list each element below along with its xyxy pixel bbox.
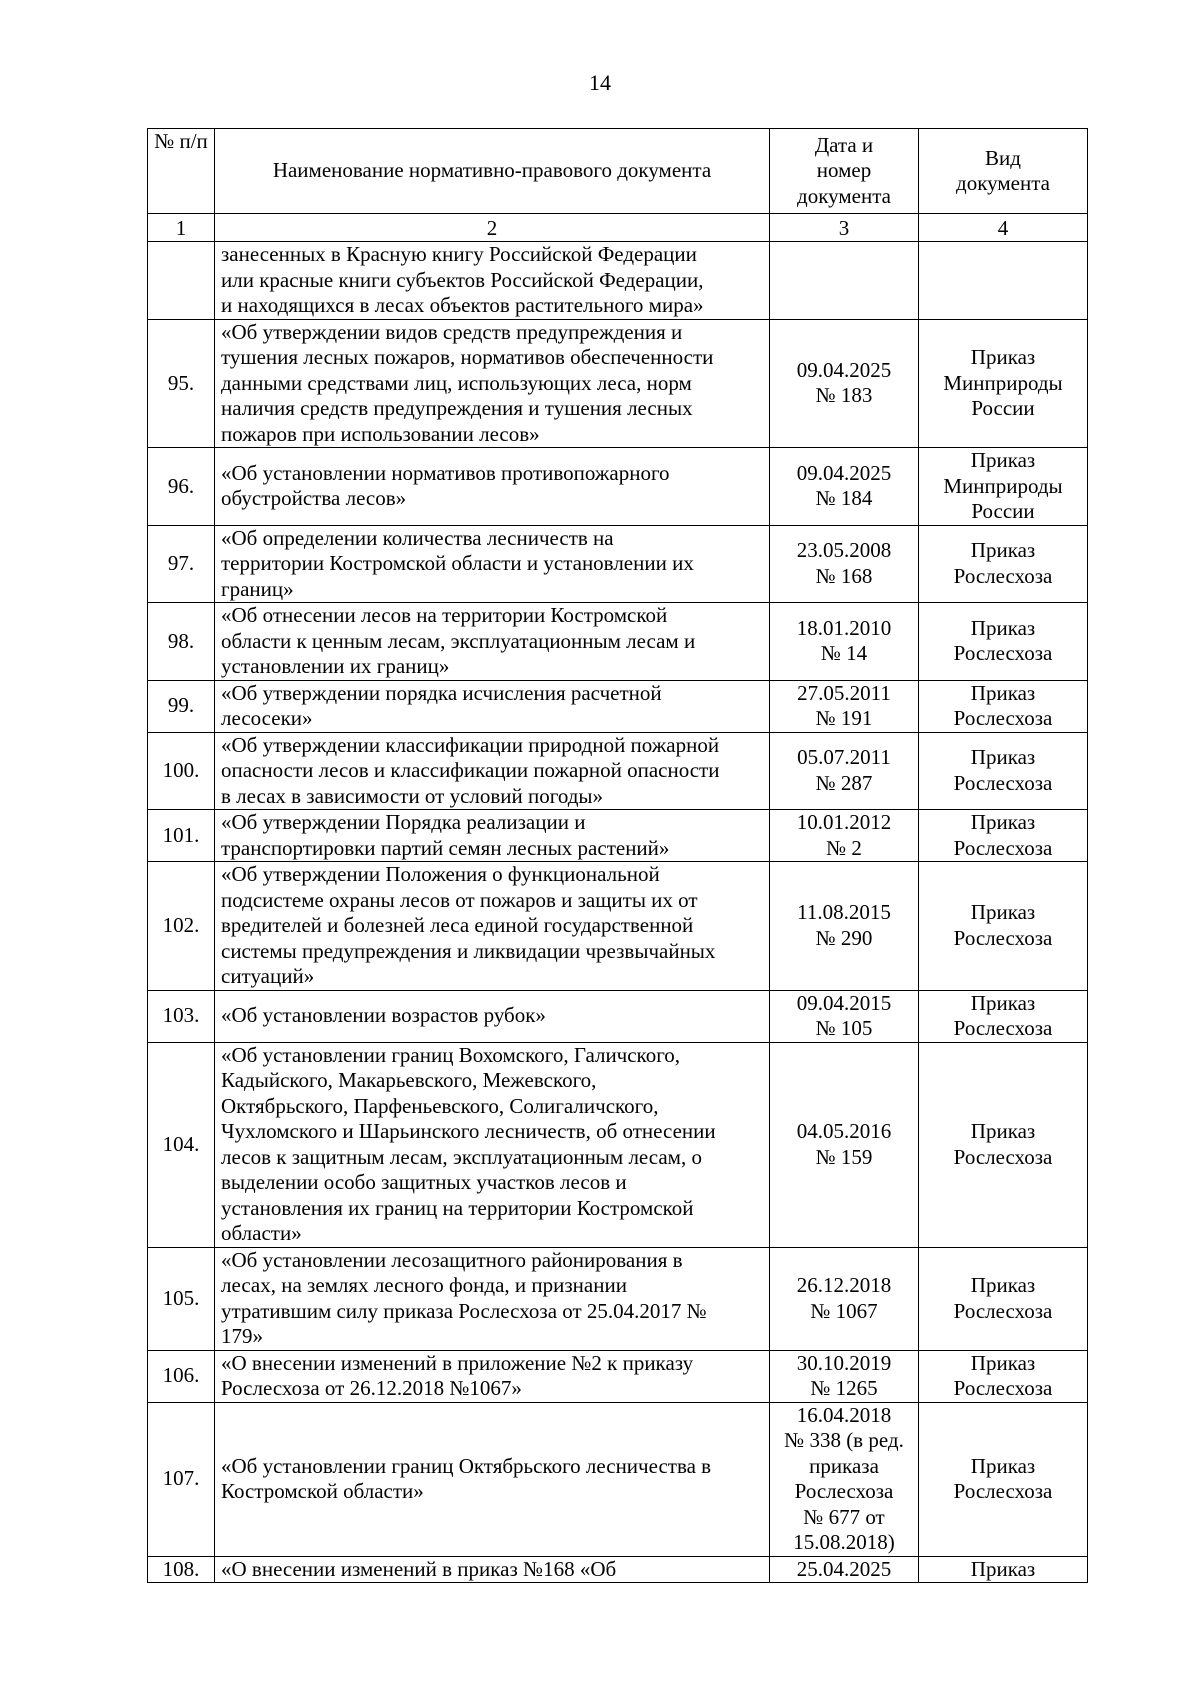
document-date-cell: 09.04.2025 № 184 xyxy=(770,448,919,526)
document-name-cell: «Об определении количества лесничеств на территории Костромской области и установлении их границ» xyxy=(215,525,770,603)
document-type-cell: Приказ Рослесхоза xyxy=(919,732,1088,810)
document-type-cell: Приказ Рослесхоза xyxy=(919,990,1088,1042)
document-type-cell: Приказ Рослесхоза xyxy=(919,603,1088,681)
row-number-cell xyxy=(148,242,215,320)
row-number-cell: 100. xyxy=(148,732,215,810)
document-name-cell: «Об утверждении Порядка реализации и транспортировки партий семян лесных растений» xyxy=(215,810,770,862)
document-type-cell: Приказ Рослесхоза xyxy=(919,1350,1088,1402)
document-date-cell: 16.04.2018 № 338 (в ред. приказа Рослесхоза № 677 от 15.08.2018) xyxy=(770,1402,919,1556)
document-date-cell: 04.05.2016 № 159 xyxy=(770,1042,919,1247)
document-date-cell: 10.01.2012 № 2 xyxy=(770,810,919,862)
normative-documents-table xyxy=(147,128,1088,1583)
document-type-cell: Приказ Рослесхоза xyxy=(919,525,1088,603)
table-row xyxy=(148,448,1088,526)
document-name-cell: «Об установлении лесозащитного районирования в лесах, на землях лесного фонда, и признании утратившим силу приказа Рослесхоза от 25.04.2017 № 179» xyxy=(215,1247,770,1350)
document-name-cell: «Об отнесении лесов на территории Костромской области к ценным лесам, эксплуатационным лесам и установлении их границ» xyxy=(215,603,770,681)
document-date-cell: 25.04.2025 xyxy=(770,1556,919,1583)
document-date-cell: 26.12.2018 № 1067 xyxy=(770,1247,919,1350)
document-name-cell: «Об утверждении Положения о функциональной подсистеме охраны лесов от пожаров и защиты их от вредителей и болезней леса единой государственной системы предупреждения и ликвидации чрезвычайных ситуаций» xyxy=(215,862,770,991)
header-cell-date: Дата и номер документа xyxy=(770,129,919,214)
table-row xyxy=(148,242,1088,320)
document-type-cell: Приказ Рослесхоза xyxy=(919,1402,1088,1556)
document-type-cell: Приказ Рослесхоза xyxy=(919,862,1088,991)
document-name-cell: «Об установлении возрастов рубок» xyxy=(215,990,770,1042)
document-type-cell: Приказ Рослесхоза xyxy=(919,810,1088,862)
row-number-cell: 106. xyxy=(148,1350,215,1402)
table-row xyxy=(148,732,1088,810)
row-number-cell: 95. xyxy=(148,319,215,448)
document-date-cell: 27.05.2011 № 191 xyxy=(770,680,919,732)
row-number-cell: 108. xyxy=(148,1556,215,1583)
document-name-cell: занесенных в Красную книгу Российской Федерации или красные книги субъектов Российской Федерации, и находящихся в лесах объектов растительного мира» xyxy=(215,242,770,320)
row-number-cell: 103. xyxy=(148,990,215,1042)
document-date-cell: 18.01.2010 № 14 xyxy=(770,603,919,681)
row-number-cell: 97. xyxy=(148,525,215,603)
document-name-cell: «Об установлении границ Октябрьского лесничества в Костромской области» xyxy=(215,1402,770,1556)
table-row xyxy=(148,1350,1088,1402)
table-row xyxy=(148,810,1088,862)
table-row xyxy=(148,990,1088,1042)
row-number-cell: 99. xyxy=(148,680,215,732)
document-date-cell: 11.08.2015 № 290 xyxy=(770,862,919,991)
document-name-cell: «Об утверждении порядка исчисления расчетной лесосеки» xyxy=(215,680,770,732)
document-date-cell: 05.07.2011 № 287 xyxy=(770,732,919,810)
document-date-cell: 30.10.2019 № 1265 xyxy=(770,1350,919,1402)
document-type-cell: Приказ Минприроды России xyxy=(919,319,1088,448)
table-row xyxy=(148,603,1088,681)
document-date-cell: 09.04.2025 № 183 xyxy=(770,319,919,448)
table-row xyxy=(148,862,1088,991)
column-index-row xyxy=(148,214,1088,242)
document-type-cell: Приказ Рослесхоза xyxy=(919,1247,1088,1350)
column-index-cell: 1 xyxy=(148,214,215,242)
column-index-cell: 3 xyxy=(770,214,919,242)
header-cell-number: № п/п xyxy=(148,129,215,214)
table-row xyxy=(148,680,1088,732)
document-name-cell: «О внесении изменений в приказ №168 «Об xyxy=(215,1556,770,1583)
column-index-cell: 4 xyxy=(919,214,1088,242)
table-row xyxy=(148,525,1088,603)
document-date-cell: 09.04.2015 № 105 xyxy=(770,990,919,1042)
table-row xyxy=(148,1556,1088,1583)
document-type-cell: Приказ Рослесхоза xyxy=(919,680,1088,732)
row-number-cell: 98. xyxy=(148,603,215,681)
document-date-cell xyxy=(770,242,919,320)
table-row xyxy=(148,1247,1088,1350)
document-name-cell: «Об установлении границ Вохомского, Галичского, Кадыйского, Макарьевского, Межевского, Октябрьского, Парфеньевского, Солигаличского, Чухломского и Шарьинского лесничеств, об отнесении лесов к защитным лесам, эксплуатационным лесам, о выделении особо защитных участков лесов и установления их границ на территории Костромской области» xyxy=(215,1042,770,1247)
document-type-cell: Приказ Рослесхоза xyxy=(919,1042,1088,1247)
row-number-cell: 107. xyxy=(148,1402,215,1556)
table-row xyxy=(148,1042,1088,1247)
document-name-cell: «Об утверждении видов средств предупреждения и тушения лесных пожаров, нормативов обеспеченности данными средствами лиц, использующих леса, норм наличия средств предупреждения и тушения лесных пожаров при использовании лесов» xyxy=(215,319,770,448)
row-number-cell: 101. xyxy=(148,810,215,862)
column-index-cell: 2 xyxy=(215,214,770,242)
document-name-cell: «Об установлении нормативов противопожарного обустройства лесов» xyxy=(215,448,770,526)
header-cell-name: Наименование нормативно-правового документа xyxy=(215,129,770,214)
table-row xyxy=(148,319,1088,448)
row-number-cell: 96. xyxy=(148,448,215,526)
row-number-cell: 105. xyxy=(148,1247,215,1350)
table-row xyxy=(148,1402,1088,1556)
header-cell-type: Вид документа xyxy=(919,129,1088,214)
document-name-cell: «О внесении изменений в приложение №2 к приказу Рослесхоза от 26.12.2018 №1067» xyxy=(215,1350,770,1402)
table-header-row xyxy=(148,129,1088,214)
document-type-cell: Приказ Минприроды России xyxy=(919,448,1088,526)
document-type-cell: Приказ xyxy=(919,1556,1088,1583)
document-type-cell xyxy=(919,242,1088,320)
page-number: 14 xyxy=(589,70,611,95)
row-number-cell: 102. xyxy=(148,862,215,991)
document-date-cell: 23.05.2008 № 168 xyxy=(770,525,919,603)
document-name-cell: «Об утверждении классификации природной пожарной опасности лесов и классификации пожарной опасности в лесах в зависимости от условий погоды» xyxy=(215,732,770,810)
row-number-cell: 104. xyxy=(148,1042,215,1247)
